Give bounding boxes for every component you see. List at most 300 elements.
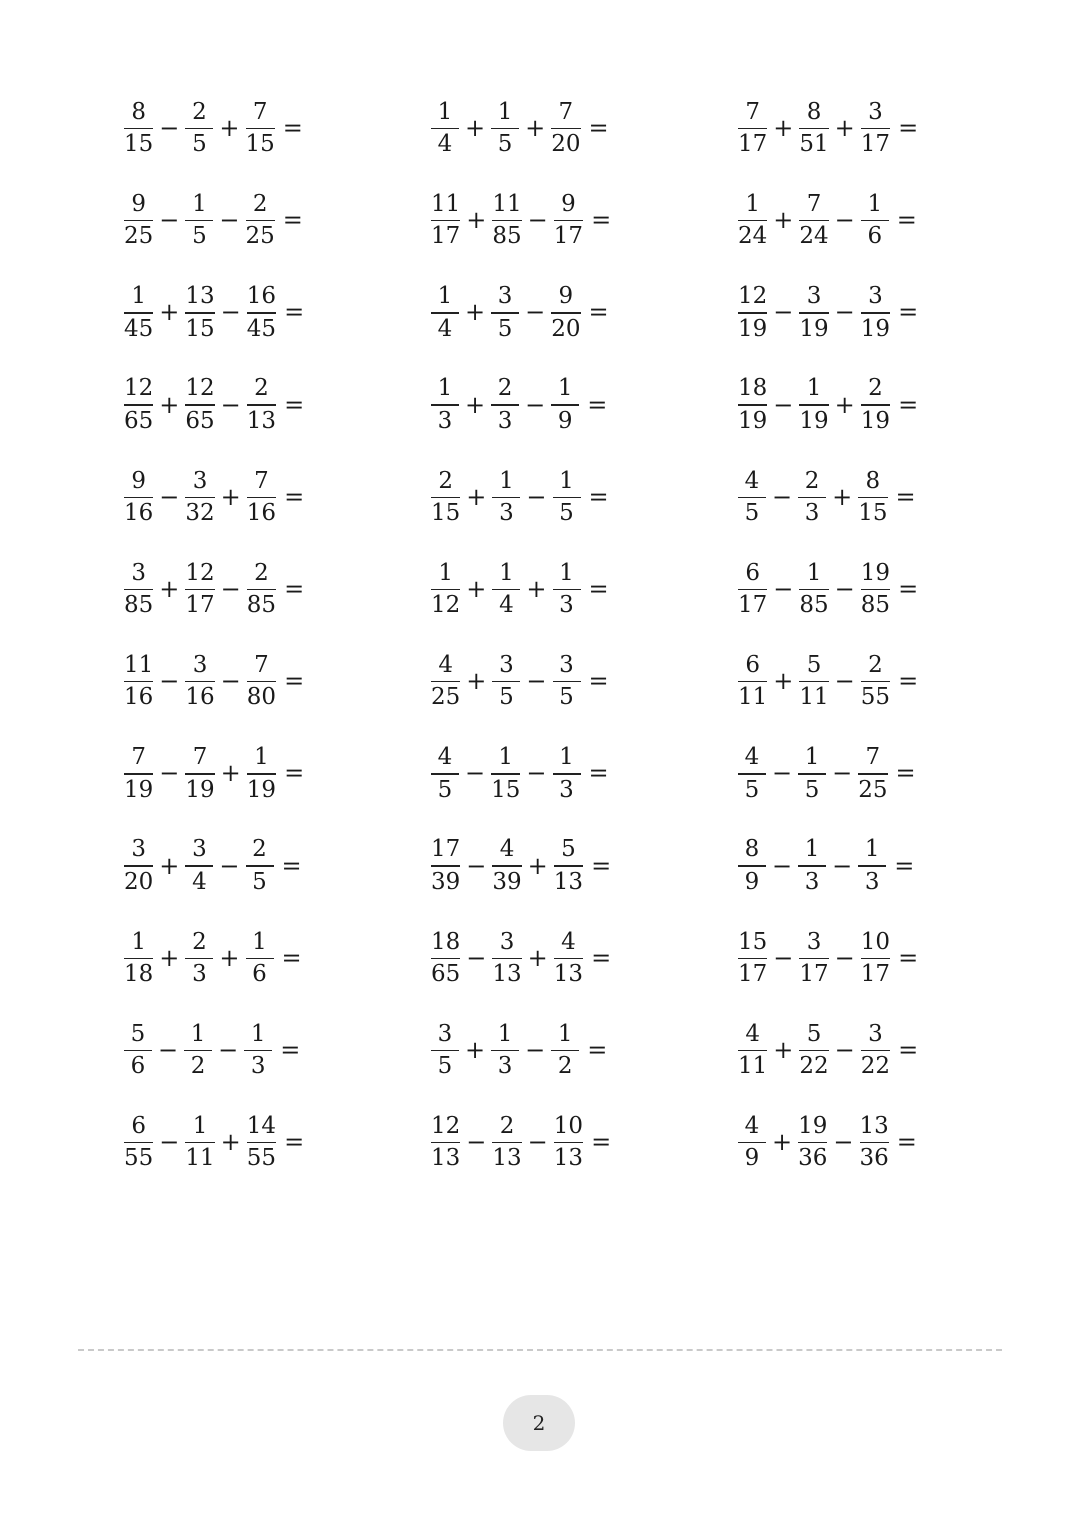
fraction-bar <box>491 773 520 775</box>
fraction-bar <box>858 773 887 775</box>
denominator: 55 <box>860 684 891 711</box>
operator: − <box>834 1036 855 1064</box>
operator: + <box>159 390 180 419</box>
fraction-bar <box>861 681 890 683</box>
denominator: 5 <box>437 776 453 803</box>
numerator: 7 <box>192 744 208 771</box>
operator: + <box>220 1128 241 1157</box>
denominator: 20 <box>551 131 581 158</box>
fraction <box>122 283 155 342</box>
denominator: 19 <box>185 776 215 803</box>
operator: − <box>832 851 853 880</box>
fraction <box>489 744 522 803</box>
fraction-bar <box>185 865 213 867</box>
equals-sign: = <box>281 851 302 880</box>
fraction-bar <box>185 773 214 775</box>
numerator: 1 <box>254 744 269 771</box>
denominator: 3 <box>250 1053 266 1080</box>
numerator: 1 <box>131 283 146 310</box>
operator: − <box>159 759 180 788</box>
numerator: 1 <box>192 190 207 217</box>
numerator: 3 <box>499 651 514 678</box>
numerator: 12 <box>431 1112 461 1139</box>
fraction-bar <box>858 497 887 499</box>
fraction <box>183 929 215 988</box>
problem <box>122 465 308 529</box>
numerator: 1 <box>497 98 513 125</box>
operator: − <box>159 667 180 696</box>
operator: − <box>159 482 180 511</box>
denominator: 3 <box>192 961 207 988</box>
numerator: 3 <box>868 98 883 125</box>
numerator: 6 <box>131 1112 146 1139</box>
numerator: 3 <box>131 836 146 863</box>
operator: + <box>219 114 240 142</box>
fraction <box>244 99 277 158</box>
problem <box>736 926 922 990</box>
denominator: 19 <box>124 776 154 803</box>
fraction <box>244 836 276 895</box>
fraction <box>797 99 830 158</box>
fraction-bar <box>491 404 519 406</box>
fraction <box>736 744 768 803</box>
denominator: 80 <box>246 684 277 711</box>
operator: + <box>465 298 486 327</box>
denominator: 5 <box>497 315 513 342</box>
fraction-bar <box>553 681 581 683</box>
fraction-bar <box>491 312 519 314</box>
denominator: 25 <box>431 684 461 711</box>
denominator: 22 <box>799 1053 829 1080</box>
fraction <box>736 836 768 895</box>
fraction-bar <box>798 773 826 775</box>
fraction <box>490 929 523 988</box>
fraction <box>429 468 462 527</box>
operator: + <box>465 390 486 419</box>
denominator: 17 <box>185 592 215 619</box>
fraction-bar <box>247 312 276 314</box>
denominator: 36 <box>798 1145 828 1172</box>
fraction <box>429 1021 461 1080</box>
problem <box>429 1110 615 1174</box>
problem <box>122 1110 308 1174</box>
fraction-bar <box>431 773 459 775</box>
fraction <box>859 191 891 250</box>
fraction-bar <box>247 773 276 775</box>
fraction-bar <box>246 220 275 222</box>
fraction-bar <box>431 1142 460 1144</box>
denominator: 5 <box>559 500 574 527</box>
fraction <box>859 375 892 434</box>
denominator: 2 <box>557 1053 573 1080</box>
fraction <box>856 836 888 895</box>
denominator: 5 <box>252 868 267 895</box>
numerator: 2 <box>499 1112 515 1139</box>
operator: − <box>526 667 547 696</box>
fraction-bar <box>492 865 521 867</box>
equals-sign: = <box>587 390 608 419</box>
fraction <box>183 99 215 158</box>
fraction <box>429 283 461 342</box>
numerator: 9 <box>131 467 146 494</box>
operator: + <box>466 575 487 603</box>
problem <box>122 280 308 344</box>
denominator: 5 <box>192 223 207 250</box>
fraction-bar <box>431 865 460 867</box>
operator: + <box>773 1036 794 1064</box>
operator: + <box>527 943 548 972</box>
dashed-divider <box>78 1349 1002 1351</box>
fraction <box>736 191 769 250</box>
fraction <box>736 468 768 527</box>
fraction-bar <box>184 1050 212 1052</box>
operator: − <box>773 390 794 419</box>
problem <box>429 834 615 898</box>
numerator: 4 <box>744 744 760 771</box>
denominator: 15 <box>245 131 275 158</box>
fraction <box>245 744 278 803</box>
numerator: 1 <box>499 559 514 586</box>
numerator: 7 <box>254 651 269 678</box>
denominator: 22 <box>860 1053 891 1080</box>
fraction-bar <box>798 865 826 867</box>
denominator: 85 <box>246 592 277 619</box>
denominator: 39 <box>431 868 461 895</box>
numerator: 1 <box>559 744 574 771</box>
fraction <box>796 1113 829 1172</box>
fraction <box>551 560 583 619</box>
fraction-bar <box>124 589 153 591</box>
fraction-bar <box>861 312 890 314</box>
operator: + <box>220 482 241 511</box>
numerator: 7 <box>254 467 269 494</box>
fraction <box>122 99 155 158</box>
denominator: 45 <box>124 315 154 342</box>
fraction <box>549 1021 581 1080</box>
fraction <box>859 283 892 342</box>
denominator: 20 <box>124 868 154 895</box>
operator: − <box>159 114 180 142</box>
numerator: 1 <box>498 744 514 771</box>
numerator: 3 <box>868 1020 883 1047</box>
numerator: 1 <box>438 559 453 586</box>
equals-sign: = <box>284 667 305 696</box>
denominator: 19 <box>738 315 768 342</box>
equals-sign: = <box>588 482 609 511</box>
numerator: 1 <box>806 559 822 586</box>
denominator: 13 <box>492 961 522 988</box>
numerator: 1 <box>131 928 146 955</box>
fraction-bar <box>247 497 276 499</box>
denominator: 5 <box>437 1053 453 1080</box>
operator: − <box>466 851 487 880</box>
fraction-bar <box>799 1050 828 1052</box>
fraction <box>183 744 216 803</box>
fraction <box>489 99 521 158</box>
denominator: 6 <box>252 961 267 988</box>
fraction <box>551 468 583 527</box>
denominator: 19 <box>799 407 829 434</box>
equals-sign: = <box>896 206 917 235</box>
numerator: 7 <box>558 98 574 125</box>
denominator: 4 <box>437 131 453 158</box>
denominator: 18 <box>124 961 154 988</box>
problem <box>122 188 307 252</box>
operator: + <box>773 206 794 235</box>
fraction <box>122 1113 155 1172</box>
numerator: 1 <box>804 744 820 771</box>
numerator: 8 <box>806 98 822 125</box>
numerator: 1 <box>867 190 883 217</box>
denominator: 5 <box>559 684 574 711</box>
numerator: 1 <box>745 190 760 217</box>
denominator: 24 <box>738 223 768 250</box>
fraction <box>736 1021 769 1080</box>
fraction-bar <box>551 312 580 314</box>
fraction <box>122 560 155 619</box>
operator: − <box>219 206 240 235</box>
fraction-bar <box>551 1050 579 1052</box>
fraction-bar <box>124 1050 152 1052</box>
denominator: 4 <box>437 315 453 342</box>
equals-sign: = <box>284 390 305 419</box>
problem <box>122 557 308 621</box>
numerator: 2 <box>868 651 883 678</box>
numerator: 1 <box>499 467 514 494</box>
equals-sign: = <box>281 943 302 972</box>
fraction-bar <box>247 404 276 406</box>
numerator: 15 <box>738 928 768 955</box>
operator: + <box>159 851 180 880</box>
fraction-bar <box>431 681 460 683</box>
problem <box>122 373 308 437</box>
fraction-bar <box>431 128 459 130</box>
fraction <box>245 652 278 711</box>
fraction-bar <box>861 128 890 130</box>
problem <box>122 1018 304 1082</box>
numerator: 2 <box>438 467 453 494</box>
fraction <box>245 375 278 434</box>
operator: − <box>525 1036 546 1064</box>
denominator: 13 <box>553 961 584 988</box>
numerator: 2 <box>497 375 513 402</box>
equals-sign: = <box>898 298 919 327</box>
equals-sign: = <box>588 575 609 603</box>
denominator: 3 <box>497 407 513 434</box>
fraction-bar <box>124 773 153 775</box>
numerator: 4 <box>744 1112 760 1139</box>
equals-sign: = <box>284 575 305 603</box>
numerator: 12 <box>124 375 154 402</box>
fraction <box>859 652 892 711</box>
fraction <box>736 283 769 342</box>
equals-sign: = <box>896 1128 917 1157</box>
operator: + <box>466 206 487 235</box>
fraction <box>549 283 582 342</box>
denominator: 11 <box>799 684 829 711</box>
operator: − <box>159 206 180 235</box>
fraction <box>858 1113 891 1172</box>
fraction-bar <box>738 312 767 314</box>
numerator: 11 <box>124 651 154 678</box>
fraction <box>490 652 522 711</box>
denominator: 55 <box>246 1145 277 1172</box>
numerator: 4 <box>438 651 453 678</box>
numerator: 1 <box>557 1020 573 1047</box>
numerator: 1 <box>250 1020 266 1047</box>
numerator: 3 <box>192 467 208 494</box>
fraction <box>856 468 889 527</box>
problem <box>429 557 613 621</box>
numerator: 19 <box>798 1112 828 1139</box>
numerator: 19 <box>860 559 891 586</box>
equals-sign: = <box>284 1128 305 1157</box>
fraction <box>797 560 830 619</box>
fraction <box>797 283 830 342</box>
denominator: 17 <box>431 223 461 250</box>
fraction-bar <box>799 128 828 130</box>
operator: − <box>834 943 855 972</box>
numerator: 2 <box>192 928 207 955</box>
operator: − <box>773 575 794 603</box>
denominator: 11 <box>185 1145 215 1172</box>
numerator: 4 <box>561 928 576 955</box>
fraction-bar <box>553 773 581 775</box>
fraction-bar <box>861 220 889 222</box>
equals-sign: = <box>280 1036 301 1064</box>
fraction-bar <box>799 958 828 960</box>
denominator: 3 <box>804 500 820 527</box>
operator: + <box>526 575 547 603</box>
numerator: 12 <box>185 559 215 586</box>
equals-sign: = <box>284 759 305 788</box>
fraction <box>122 929 155 988</box>
fraction <box>856 744 889 803</box>
equals-sign: = <box>284 482 305 511</box>
numerator: 5 <box>806 651 822 678</box>
fraction <box>551 744 583 803</box>
operator: − <box>466 943 487 972</box>
numerator: 10 <box>860 928 891 955</box>
fraction <box>490 836 523 895</box>
numerator: 3 <box>437 1020 453 1047</box>
fraction <box>429 1113 462 1172</box>
numerator: 4 <box>437 744 453 771</box>
denominator: 13 <box>492 1145 522 1172</box>
operator: − <box>527 206 548 235</box>
fraction-bar <box>124 128 153 130</box>
numerator: 4 <box>744 467 760 494</box>
problem <box>429 649 613 713</box>
equals-sign: = <box>898 943 919 972</box>
fraction <box>122 1021 154 1080</box>
numerator: 16 <box>246 283 277 310</box>
operator: − <box>218 1036 239 1064</box>
numerator: 3 <box>806 928 822 955</box>
fraction <box>797 1021 830 1080</box>
operator: − <box>834 206 855 235</box>
numerator: 1 <box>864 836 880 863</box>
fraction <box>244 929 276 988</box>
problem <box>736 373 922 437</box>
fraction <box>552 836 585 895</box>
numerator: 1 <box>806 375 822 402</box>
fraction <box>429 560 462 619</box>
denominator: 5 <box>499 684 514 711</box>
fraction-bar <box>244 1050 272 1052</box>
numerator: 1 <box>559 559 574 586</box>
numerator: 12 <box>185 375 215 402</box>
operator: − <box>159 1128 180 1157</box>
denominator: 5 <box>804 776 820 803</box>
denominator: 65 <box>124 407 154 434</box>
operator: + <box>159 298 180 327</box>
operator: − <box>219 851 240 880</box>
numerator: 1 <box>437 98 453 125</box>
denominator: 51 <box>799 131 829 158</box>
fraction-bar <box>247 681 276 683</box>
numerator: 8 <box>744 836 760 863</box>
fraction <box>736 560 769 619</box>
fraction-bar <box>124 497 153 499</box>
problem <box>429 741 613 805</box>
numerator: 13 <box>859 1112 889 1139</box>
fraction <box>736 99 769 158</box>
numerator: 3 <box>131 559 146 586</box>
equals-sign: = <box>898 575 919 603</box>
fraction <box>797 375 830 434</box>
numerator: 3 <box>192 651 208 678</box>
operator: − <box>834 575 855 603</box>
fraction <box>429 929 462 988</box>
fraction-bar <box>738 497 766 499</box>
denominator: 3 <box>499 500 514 527</box>
fraction-bar <box>124 865 153 867</box>
fraction-bar <box>858 865 886 867</box>
denominator: 5 <box>744 776 760 803</box>
numerator: 11 <box>492 190 522 217</box>
denominator: 9 <box>557 407 573 434</box>
denominator: 9 <box>744 868 760 895</box>
fraction-bar <box>798 1142 827 1144</box>
fraction-bar <box>246 128 275 130</box>
problem <box>736 96 922 160</box>
equals-sign: = <box>895 759 916 788</box>
fraction-bar <box>738 958 767 960</box>
operator: + <box>834 390 855 419</box>
denominator: 13 <box>431 1145 461 1172</box>
denominator: 24 <box>799 223 829 250</box>
fraction <box>796 468 828 527</box>
fraction <box>122 652 155 711</box>
fraction-bar <box>124 404 153 406</box>
numerator: 7 <box>806 190 822 217</box>
numerator: 1 <box>559 467 574 494</box>
numerator: 2 <box>252 836 267 863</box>
fraction <box>736 929 769 988</box>
operator: + <box>527 851 548 880</box>
operator: − <box>158 1036 179 1064</box>
fraction-bar <box>554 1142 583 1144</box>
denominator: 4 <box>499 592 514 619</box>
fraction-bar <box>861 1050 890 1052</box>
denominator: 45 <box>246 315 277 342</box>
operator: + <box>772 1128 793 1157</box>
fraction <box>489 1021 521 1080</box>
fraction-bar <box>431 1050 459 1052</box>
denominator: 65 <box>431 961 461 988</box>
page-number-badge <box>503 1395 575 1451</box>
